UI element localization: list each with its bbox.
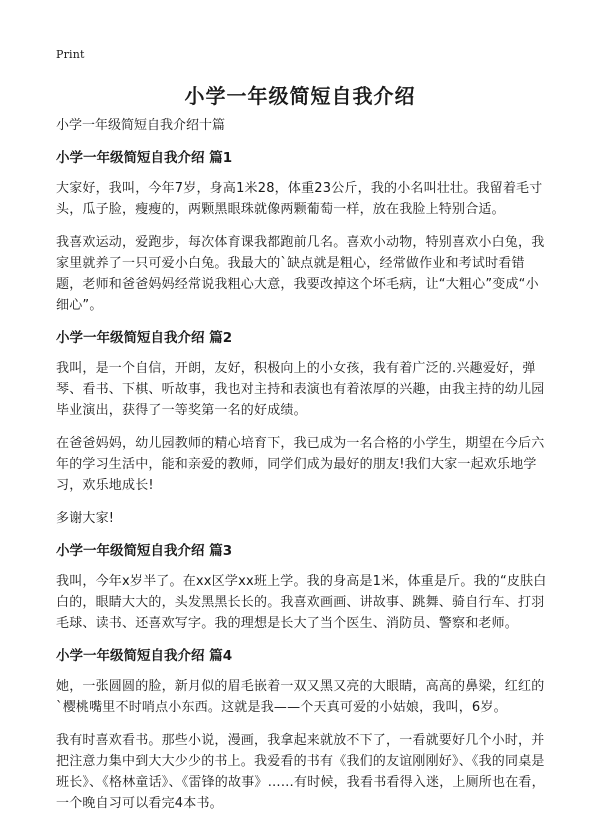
paragraph: 多谢大家!: [56, 511, 115, 526]
paragraph: 在爸爸妈妈，幼儿园教师的精心培育下，我已成为一名合格的小学生，期望在今后六年的学习生活中，能和亲爱的教师，同学们成为最好的朋友!我们大家一起欢乐地学习，欢乐地成长!: [56, 436, 545, 493]
paragraph: 我叫，是一个自信，开朗，友好，积极向上的小女孩，我有着广泛的.兴趣爱好，弹琴、看书、下棋、听故事，我也对主持和表演也有着浓厚的兴趣，由我主持的幼儿园毕业演出，获得了一等奖第一名的好成绩。: [56, 361, 545, 418]
paragraph: 大家好，我叫，今年7岁，身高1米28，体重23公斤，我的小名叫壮壮。我留着毛寸头，瓜子脸，瘦瘦的，两颗黑眼珠就像两颗葡萄一样，放在我脸上特别合适。: [56, 181, 543, 217]
section-3: [56, 541, 551, 634]
section-heading: 小学一年级简短自我介绍 篇1: [56, 150, 233, 166]
print-label: Print: [56, 48, 85, 61]
document-body: [56, 116, 551, 824]
section-2: [56, 328, 551, 529]
section-1: [56, 148, 551, 316]
section-heading: 小学一年级简短自我介绍 篇4: [56, 648, 233, 664]
document-subtitle: 小学一年级简短自我介绍十篇: [56, 118, 226, 133]
document-title: 小学一年级简短自我介绍: [184, 84, 416, 108]
paragraph: 我叫，今年x岁半了。在xx区学xx班上学。我的身高是1米，体重是斤。我的“皮肤白白的，眼睛大大的，头发黑黑长长的。我喜欢画画、讲故事、跳舞、骑自行车、打羽毛球、读书、还喜欢写字。我的理想是长大了当个医生、消防员、警察和老师。: [56, 574, 547, 631]
section-4: [56, 646, 551, 814]
paragraph: 我有时喜欢看书。那些小说，漫画，我拿起来就放不下了，一看就要好几个小时，并把注意力集中到大大少少的书上。我爱看的书有《我们的友谊刚刚好》、《我的同桌是班长》、《格林童话》、《雷锋的故事》……有时候，我看书看得入迷，上厕所也在看，一个晚自习可以看完4本书。: [56, 733, 545, 811]
section-heading: 小学一年级简短自我介绍 篇3: [56, 543, 233, 559]
paragraph: 她，一张圆圆的脸，新月似的眉毛嵌着一双又黑又亮的大眼睛，高高的鼻梁，红红的`樱桃嘴里不时哨点小东西。这就是我——个天真可爱的小姑娘，我叫，6岁。: [56, 679, 545, 715]
section-heading: 小学一年级简短自我介绍 篇2: [56, 330, 233, 346]
paragraph: 我喜欢运动，爱跑步，每次体育课我都跑前几名。喜欢小动物，特别喜欢小白兔，我家里就养了一只可爱小白兔。我最大的`缺点就是粗心，经常做作业和考试时看错题，老师和爸爸妈妈经常说我粗心大意，我要改掉这个坏毛病，让“大粗心”变成“小细心”。: [56, 235, 545, 313]
